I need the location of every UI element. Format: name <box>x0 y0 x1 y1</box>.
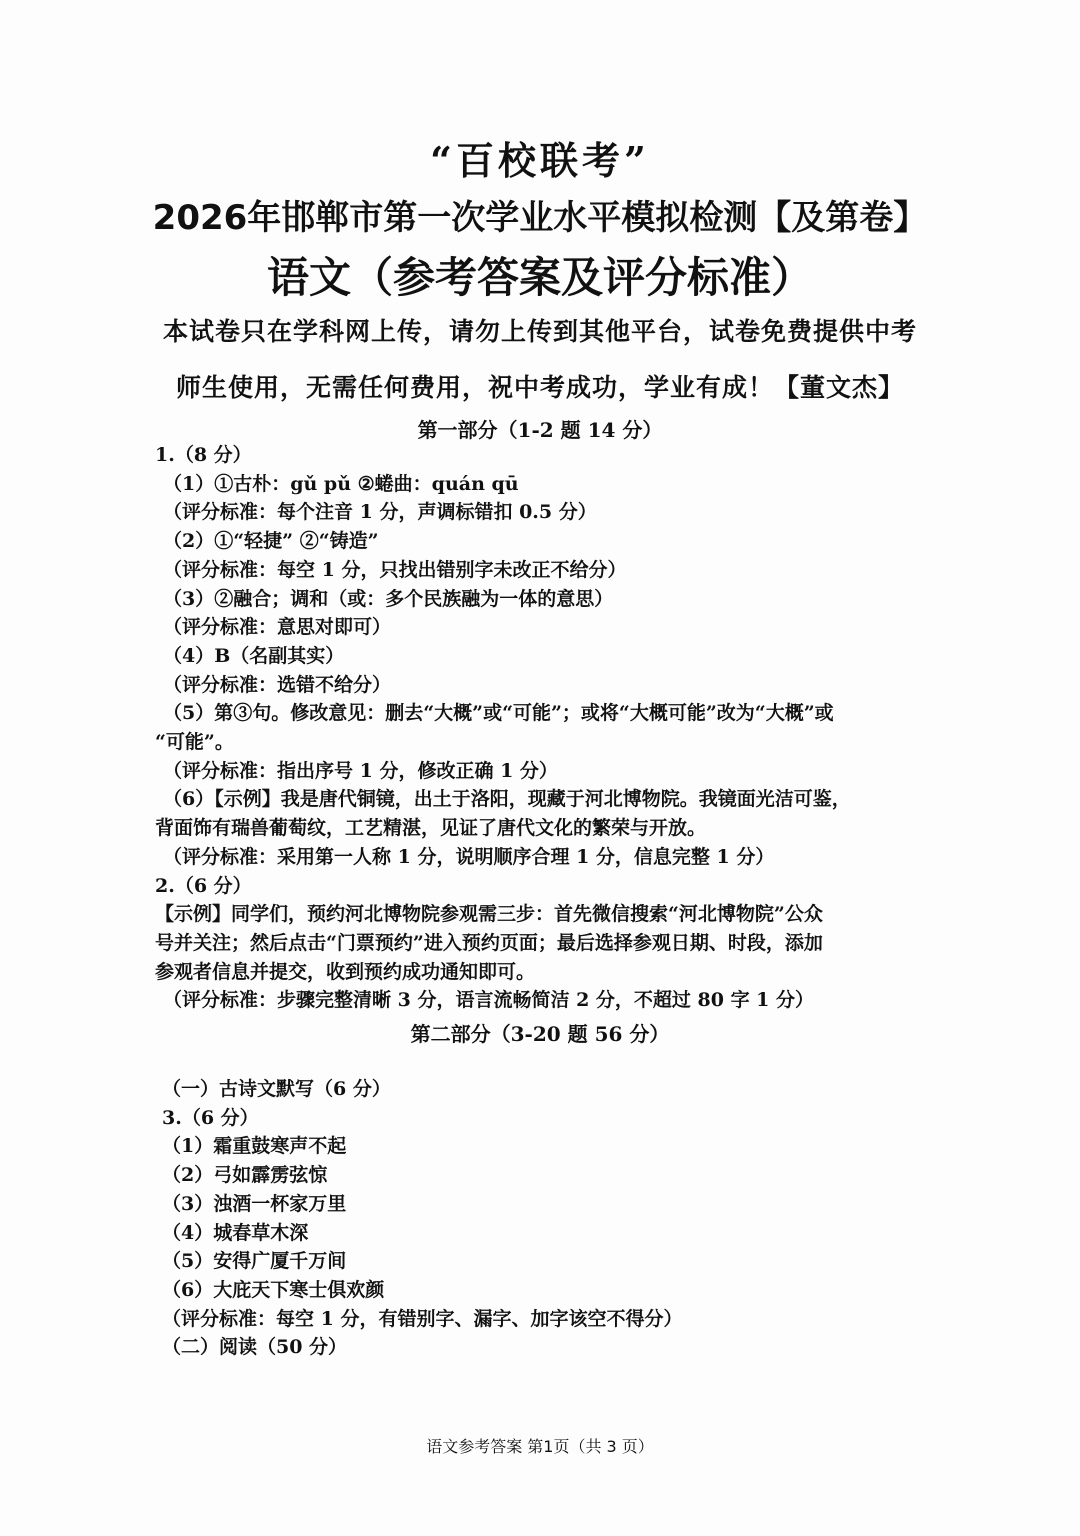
answer-line: 2.（6 分） <box>155 874 252 897</box>
answer-line: （2）①“轻捷” ②“铸造” <box>163 530 379 553</box>
scoring-line: （评分标准：每空 1 分，只找出错别字未改正不给分） <box>163 558 627 581</box>
answer-line: （3）②融合；调和（或：多个民族融为一体的意思） <box>163 587 614 610</box>
scoring-line: （评分标准：意思对即可） <box>163 616 392 639</box>
section-heading: （一）古诗文默写（6 分） <box>162 1078 391 1100</box>
scoring-line: （评分标准：指出序号 1 分，修改正确 1 分） <box>163 759 558 782</box>
part-one-answers <box>155 441 935 1015</box>
answer-line: （5）安得广厦千万间 <box>162 1250 347 1273</box>
scoring-line: （评分标准：步骤完整清晰 3 分，语言流畅简洁 2 分，不超过 80 字 1 分） <box>163 989 815 1012</box>
part-two-heading: 第二部分（3-20 题 56 分） <box>410 1022 670 1046</box>
exam-brand: “百校联考” <box>430 138 650 183</box>
answer-line: （6）大庇天下寒士俱欢颜 <box>162 1278 385 1301</box>
scoring-line: （评分标准：采用第一人称 1 分，说明顺序合理 1 分，信息完整 1 分） <box>163 845 775 868</box>
answer-line: 号并关注；然后点击“门票预约”进入预约页面；最后选择参观日期、时段，添加 <box>155 931 823 954</box>
answer-line: （4）城春草木深 <box>162 1221 309 1244</box>
part-one-heading: 第一部分（1-2 题 14 分） <box>417 418 663 442</box>
scoring-line: （评分标准：每个注音 1 分，声调标错扣 0.5 分） <box>163 501 597 524</box>
page-footer: 语文参考答案 第1页（共 3 页） <box>426 1437 654 1456</box>
subject-title: 语文（参考答案及评分标准） <box>266 253 813 302</box>
exam-title: 2026年邯郸市第一次学业水平模拟检测【及第卷】 <box>152 198 928 238</box>
answer-line: （5）第③句。修改意见：删去“大概”或“可能”；或将“大概可能”改为“大概”或 <box>163 702 834 725</box>
answer-line: 背面饰有瑞兽葡萄纹，工艺精湛，见证了唐代文化的繁荣与开放。 <box>155 817 707 840</box>
notice-line-1: 本试卷只在学科网上传，请勿上传到其他平台，试卷免费提供中考 <box>162 317 917 346</box>
answer-line: （4）B（名副其实） <box>163 644 345 667</box>
notice-line-2: 师生使用，无需任何费用，祝中考成功，学业有成！【董文杰】 <box>175 373 904 402</box>
answer-line: “可能”。 <box>155 731 234 754</box>
answer-line: （1）①古朴：gǔ pǔ ②蜷曲：quán qū <box>163 472 519 495</box>
answer-line: （3）浊酒一杯家万里 <box>162 1192 347 1215</box>
part-two-answers <box>162 1075 935 1362</box>
answer-line: （1）霜重鼓寒声不起 <box>162 1135 347 1158</box>
scoring-line: （评分标准：选错不给分） <box>163 673 392 696</box>
answer-line: 3.（6 分） <box>162 1106 259 1129</box>
answer-line: 【示例】同学们，预约河北博物院参观需三步：首先微信搜索“河北博物院”公众 <box>155 903 823 926</box>
answer-line: 参观者信息并提交，收到预约成功通知即可。 <box>155 960 536 983</box>
answer-line: （2）弓如霹雳弦惊 <box>162 1164 328 1187</box>
scoring-line: （评分标准：每空 1 分，有错别字、漏字、加字该空不得分） <box>162 1307 683 1330</box>
answer-line: 1.（8 分） <box>155 444 252 466</box>
answer-line: （6）【示例】我是唐代铜镜，出土于洛阳，现藏于河北博物院。我镜面光洁可鉴， <box>163 788 851 811</box>
section-heading: （二）阅读（50 分） <box>162 1336 348 1359</box>
